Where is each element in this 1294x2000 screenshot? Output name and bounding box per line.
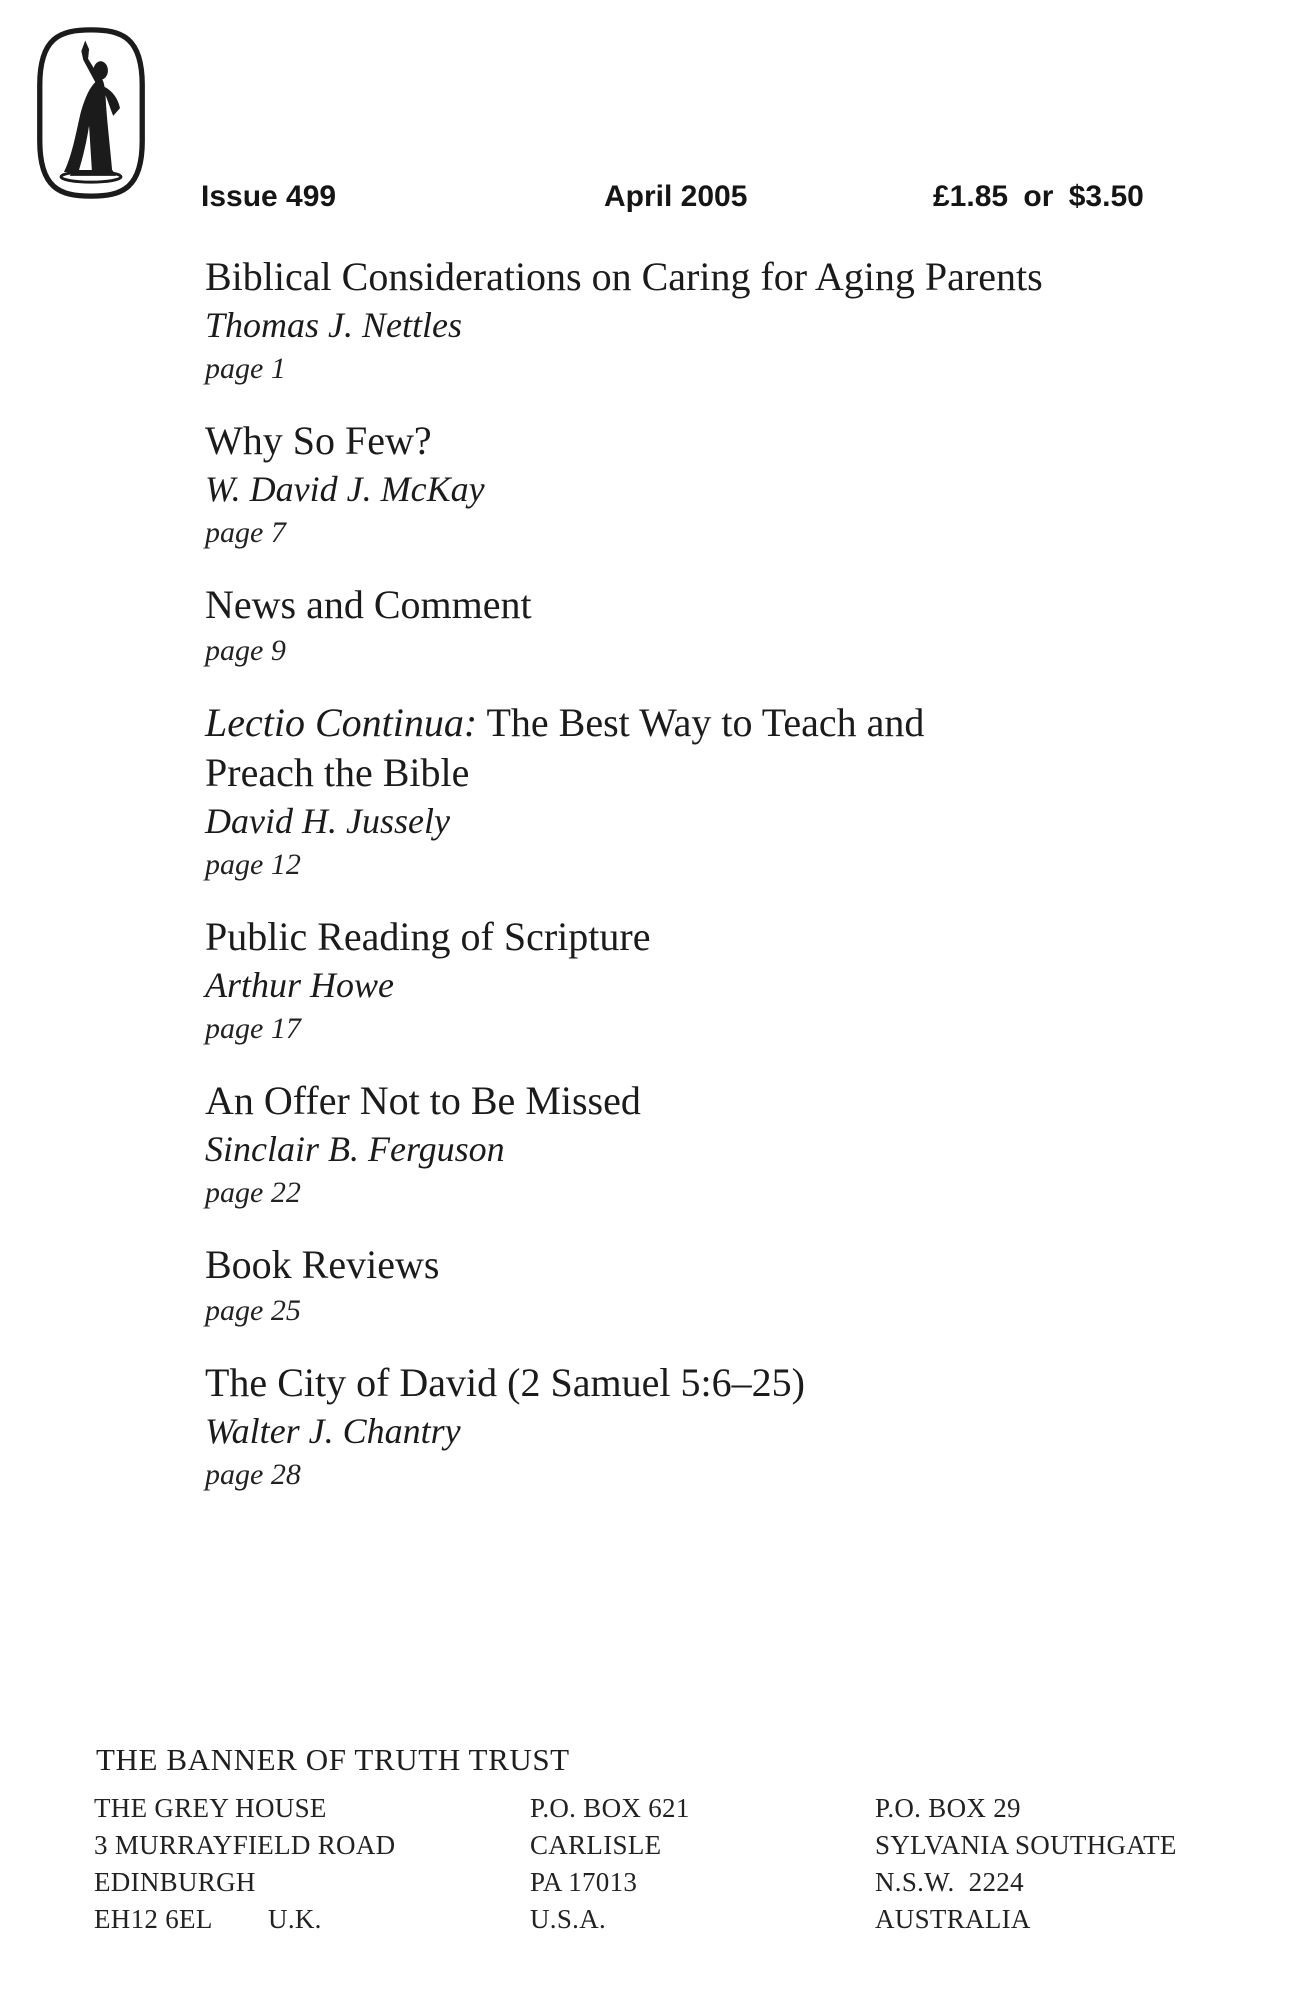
- address-line: P.O. BOX 621: [530, 1793, 690, 1823]
- article-title: [205, 252, 1190, 302]
- address-uk: [94, 1790, 395, 1938]
- article-title-line: Why So Few?: [205, 418, 432, 463]
- article-title: [205, 1240, 1190, 1290]
- article-author: W. David J. McKay: [205, 469, 485, 509]
- article-author: Thomas J. Nettles: [205, 305, 462, 345]
- article-page-number: page 7: [205, 516, 286, 549]
- toc-entry: [205, 1358, 1190, 1496]
- article-page-number: page 28: [205, 1458, 301, 1491]
- article-title: [205, 416, 1190, 466]
- toc-entry: [205, 252, 1190, 390]
- issue-date: April 2005: [604, 180, 748, 213]
- issue-price: £1.85 or $3.50: [933, 180, 1144, 213]
- article-title: [205, 1358, 1190, 1408]
- address-line: N.S.W. 2224: [875, 1867, 1024, 1897]
- article-page-number: page 9: [205, 634, 286, 667]
- article-page-number: page 25: [205, 1294, 301, 1327]
- article-page-number: page 17: [205, 1012, 301, 1045]
- publisher-name: THE BANNER OF TRUTH TRUST: [96, 1742, 570, 1777]
- address-usa: [530, 1790, 690, 1938]
- article-page-number: page 1: [205, 352, 286, 385]
- article-title-line: Lectio Continua: The Best Way to Teach and: [205, 700, 925, 745]
- article-author: Walter J. Chantry: [205, 1411, 461, 1451]
- article-title-line: Book Reviews: [205, 1242, 440, 1287]
- contents-list: [205, 252, 1190, 1522]
- article-title-italic-prefix: Lectio Continua:: [205, 700, 478, 745]
- toc-entry: [205, 698, 1190, 886]
- toc-entry: [205, 580, 1190, 672]
- logo-head: [93, 61, 107, 79]
- article-page-number: page 22: [205, 1176, 301, 1209]
- toc-entry: [205, 1076, 1190, 1214]
- article-title: [205, 912, 1190, 962]
- article-title-line: News and Comment: [205, 582, 532, 627]
- article-title-line: Biblical Considerations on Caring for Aging Parents: [205, 254, 1043, 299]
- article-title: [205, 1076, 1190, 1126]
- address-australia: [875, 1790, 1177, 1938]
- address-line: CARLISLE: [530, 1830, 662, 1860]
- article-title-line: The City of David (2 Samuel 5:6–25): [205, 1360, 805, 1405]
- article-title-line: Public Reading of Scripture: [205, 914, 651, 959]
- article-author: David H. Jussely: [205, 801, 450, 841]
- article-title: [205, 698, 1190, 798]
- address-line: THE GREY HOUSE: [94, 1793, 327, 1823]
- address-line: U.S.A.: [530, 1904, 607, 1934]
- toc-entry: [205, 416, 1190, 554]
- address-line: SYLVANIA SOUTHGATE: [875, 1830, 1177, 1860]
- address-line: AUSTRALIA: [875, 1904, 1031, 1934]
- article-title-line: Preach the Bible: [205, 750, 470, 795]
- article-author: Arthur Howe: [205, 965, 394, 1005]
- address-line: PA 17013: [530, 1867, 638, 1897]
- address-line: EH12 6EL U.K.: [94, 1904, 322, 1934]
- article-title-line: An Offer Not to Be Missed: [205, 1078, 641, 1123]
- address-line: P.O. BOX 29: [875, 1793, 1021, 1823]
- article-title: [205, 580, 1190, 630]
- toc-entry: [205, 1240, 1190, 1332]
- banner-of-truth-logo: [33, 24, 149, 202]
- address-line: EDINBURGH: [94, 1867, 256, 1897]
- toc-entry: [205, 912, 1190, 1050]
- article-author: Sinclair B. Ferguson: [205, 1129, 505, 1169]
- address-line: 3 MURRAYFIELD ROAD: [94, 1830, 396, 1860]
- article-page-number: page 12: [205, 848, 301, 881]
- issue-number: Issue 499: [201, 180, 337, 213]
